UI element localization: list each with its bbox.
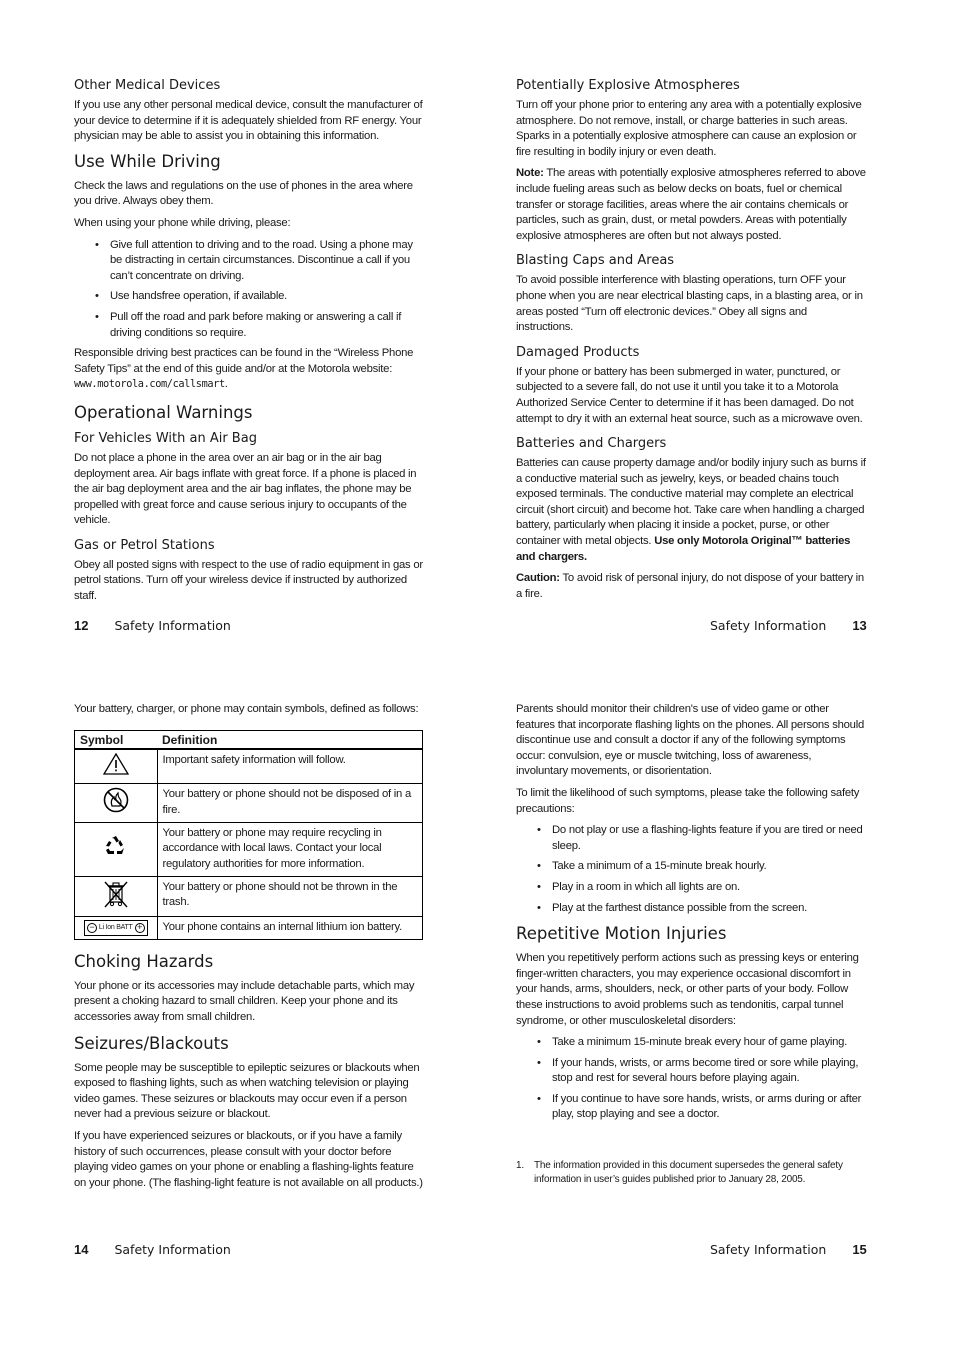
paragraph-driving-laws: Check the laws and regulations on the use of phones in the area where you drive. Always obey them. — [74, 179, 413, 208]
precautions-bullet-list — [516, 823, 866, 916]
no-fire-disposal-icon — [102, 786, 130, 814]
table-row — [75, 917, 423, 940]
definition-cell: Your battery or phone may require recycling in accordance with local laws. Contact your local regulatory authorities for more information. — [157, 822, 423, 876]
paragraph-blasting: To avoid possible interference with blasting operations, turn OFF your phone when you are near electrical blasting caps, in a blasting area, or in areas posted “Turn off electronic devices.” Obey all signs and instructions. — [516, 274, 863, 334]
paragraph-damaged: If your phone or battery has been submerged in water, punctured, or subjected to a severe fall, do not use it until you take it to a Motorola Authorized Service Center to determine if it has been damaged. Do not attempt to dry it with an external heat source, such as a microwave oven. — [516, 365, 863, 425]
list-item: • Take a minimum 15-minute break every hour of game playing. — [552, 1035, 866, 1051]
paragraph-air-bag: Do not place a phone in the area over an air bag or in the air bag deployment area. Air bags inflate with great force. If a phone is placed in the air bag deployment area and the air bag inflates, the phone may be propelled with great force and cause serious injury to occupants of the vehicle. — [74, 451, 417, 527]
paragraph-seizures-2: If you have experienced seizures or blackouts, or if you have a family history of such occurrences, please consult with your doctor before playing video games on your phone or enabling a flashing-lights feature on your phone. (The flashing-light feature is not available on all products.) — [74, 1129, 423, 1189]
footer-section-label: Safety Information — [114, 1242, 231, 1257]
driving-bullet-list — [74, 238, 424, 342]
list-item: • Use handsfree operation, if available. — [110, 289, 424, 305]
page-13-footer — [710, 618, 867, 633]
list-item: • Give full attention to driving and to the road. Using a phone may be distracting in certain circumstances. Discontinue a call if you can’t concentrate on driving. — [110, 238, 424, 285]
footnote-number: 1. — [516, 1160, 524, 1171]
definition-cell: Your battery or phone should not be disposed of in a fire. — [157, 784, 423, 823]
battery-label: Li Ion BATT — [98, 924, 133, 932]
paragraph-repetitive: When you repetitively perform actions such as pressing keys or entering finger-written characters, you may experience occasional discomfort in your hands, arms, shoulders, neck, or other parts of your body. Follow these instructions to avoid problems such as tendonitis, carpal tunnel syndrome, or other musculoskeletal disorders: — [516, 952, 859, 1027]
definition-cell: Your phone contains an internal lithium ion battery. — [157, 917, 423, 940]
paragraph-explosive: Turn off your phone prior to entering any area with a potentially explosive atmosphere. Do not remove, install, or charge batteries in such areas. Sparks in a potentially explosive atmosphere can cause an explosion or fire resulting in bodily injury or even death. — [516, 99, 862, 158]
page-12-footer — [74, 618, 231, 633]
heading-seizures-blackouts: Seizures/Blackouts — [74, 1033, 229, 1053]
paragraph-other-medical: If you use any other personal medical device, consult the manufacturer of your device to determine if it is adequately shielded from RF energy. Your physician may be able to assist you in obtaining this information. — [74, 99, 423, 143]
paragraph-gas-stations: Obey all posted signs with respect to the use of radio equipment in gas or petrol stations. Turn off your wireless device if instructed by authorized staff. — [74, 558, 423, 603]
list-item: • Pull off the road and park before making or answering a call if driving conditions so require. — [110, 310, 424, 341]
paragraph-choking: Your phone or its accessories may include detachable parts, which may present a choking hazard to small children. Keep your phone and its accessories away from small children. — [74, 979, 415, 1023]
page-15-footer — [710, 1242, 867, 1257]
page-14-footer — [74, 1242, 231, 1257]
paragraph-symbols-intro: Your battery, charger, or phone may contain symbols, defined as follows: — [74, 703, 419, 715]
heading-damaged-products: Damaged Products — [516, 344, 640, 360]
plus-terminal-icon: + — [135, 923, 145, 933]
heading-blasting-caps: Blasting Caps and Areas — [516, 253, 675, 269]
motorola-url-link[interactable]: www.motorola.com/callsmart — [74, 378, 225, 391]
paragraph-seizures-1: Some people may be susceptible to epileptic seizures or blackouts when exposed to flashing lights, such as when watching television or playing video games. These seizures or blackouts may occur even if a person never had a previous seizure or blackout. — [74, 1061, 420, 1121]
page-13-column — [516, 77, 866, 608]
list-item: • Take a minimum of a 15-minute break hourly. — [552, 859, 866, 875]
li-ion-battery-icon — [84, 920, 148, 936]
column-header-definition: Definition — [157, 730, 423, 749]
page-number: 13 — [852, 618, 867, 633]
symbol-cell — [75, 917, 158, 940]
page-number: 15 — [852, 1242, 867, 1257]
list-item: • If your hands, wrists, or arms become tired or sore while playing, stop and rest for several hours before playing again. — [552, 1056, 866, 1087]
crossed-trash-bin-icon — [101, 879, 131, 909]
caution-label: Caution: — [516, 572, 560, 585]
footnote-text: The information provided in this document supersedes the general safety information in user’s guides published prior to January 28, 2005. — [534, 1160, 843, 1185]
list-item: • Do not play or use a flashing-lights feature if you are tired or need sleep. — [552, 823, 866, 854]
heading-explosive-atmospheres: Potentially Explosive Atmospheres — [516, 78, 740, 93]
paragraph-parents: Parents should monitor their children's use of video game or other features that incorporate flashing lights on the phones. All persons should discontinue use and consult a doctor if any of the following symptoms occur: convulsion, eye or muscle twitching, loss of awareness, involuntary movements, or disorientation. — [516, 703, 865, 778]
note-label: Note: — [516, 167, 544, 180]
table-row — [75, 749, 423, 784]
page-15-column — [516, 702, 866, 1128]
heading-choking-hazards: Choking Hazards — [74, 951, 214, 971]
heading-use-while-driving: Use While Driving — [74, 151, 221, 171]
batteries-text: Batteries can cause property damage and/or bodily injury such as burns if a conductive material such as jewelry, keys, or beaded chains touch exposed terminals. The conductive material may complete an electrical circuit (short circuit) and become hot. Take care when handling a charged battery, particularly when placing it inside a pocket, purse, or other container with metal objects. — [516, 457, 866, 548]
minus-terminal-icon: − — [87, 923, 97, 933]
page-12-column — [74, 77, 424, 611]
column-header-symbol: Symbol — [75, 730, 158, 749]
caution-text: To avoid risk of personal injury, do not dispose of your battery in a fire. — [516, 572, 864, 600]
symbol-cell — [75, 749, 158, 784]
table-row — [75, 822, 423, 876]
symbol-cell — [75, 876, 158, 917]
repetitive-bullet-list — [516, 1035, 866, 1123]
paragraph-driving-please: When using your phone while driving, please: — [74, 216, 291, 229]
heading-batteries-chargers: Batteries and Chargers — [516, 436, 667, 452]
definition-cell: Your battery or phone should not be thrown in the trash. — [157, 876, 423, 917]
paragraph-caution — [516, 571, 866, 602]
page-number: 12 — [74, 618, 89, 633]
symbol-cell — [75, 784, 158, 823]
list-item: • Play at the farthest distance possible from the screen. — [552, 901, 866, 917]
list-item: • Play in a room in which all lights are on. — [552, 880, 866, 896]
table-row — [75, 876, 423, 917]
paragraph-note — [516, 166, 866, 244]
paragraph-driving-best-practices: Responsible driving best practices can be found in the “Wireless Phone Safety Tips” at the end of this guide and/or at the Motorola website: www.motorola.com/callsmart. — [74, 347, 414, 391]
symbols-table — [74, 730, 423, 940]
footer-section-label: Safety Information — [114, 618, 231, 633]
table-row — [75, 784, 423, 823]
batteries-bold-text: Use only Motorola Original™ batteries and chargers. — [516, 535, 851, 563]
symbol-cell — [75, 822, 158, 876]
heading-operational-warnings: Operational Warnings — [74, 402, 253, 422]
heading-gas-stations: Gas or Petrol Stations — [74, 537, 215, 553]
list-item: • If you continue to have sore hands, wrists, or arms during or after play, stop playing and see a doctor. — [552, 1092, 866, 1123]
footer-section-label: Safety Information — [710, 618, 827, 633]
definition-cell: Important safety information will follow. — [157, 749, 423, 784]
note-text: The areas with potentially explosive atmospheres referred to above include fueling areas such as below decks on boats, fuel or chemical transfer or storage facilities, areas where the air contains chemicals or particles, such as grain, dust, or metal powders. Areas with potentially explosive atmospheres are often but not always posted. — [516, 167, 866, 242]
table-header-row — [75, 730, 423, 749]
heading-other-medical-devices: Other Medical Devices — [74, 78, 221, 93]
footer-section-label: Safety Information — [710, 1242, 827, 1257]
paragraph-limit: To limit the likelihood of such symptoms, please take the following safety precautions: — [516, 786, 860, 815]
warning-triangle-icon — [103, 752, 129, 776]
heading-air-bag: For Vehicles With an Air Bag — [74, 430, 257, 446]
footnote — [516, 1159, 866, 1187]
recycle-icon — [103, 834, 129, 858]
paragraph-batteries — [516, 456, 866, 565]
heading-repetitive-motion: Repetitive Motion Injuries — [516, 924, 727, 944]
best-practices-text: Responsible driving best practices can be found in the “Wireless Phone Safety Tips” at the end of this guide and/or at the Motorola website: — [74, 347, 414, 375]
page-number: 14 — [74, 1242, 89, 1257]
page-14-column — [74, 702, 424, 1197]
